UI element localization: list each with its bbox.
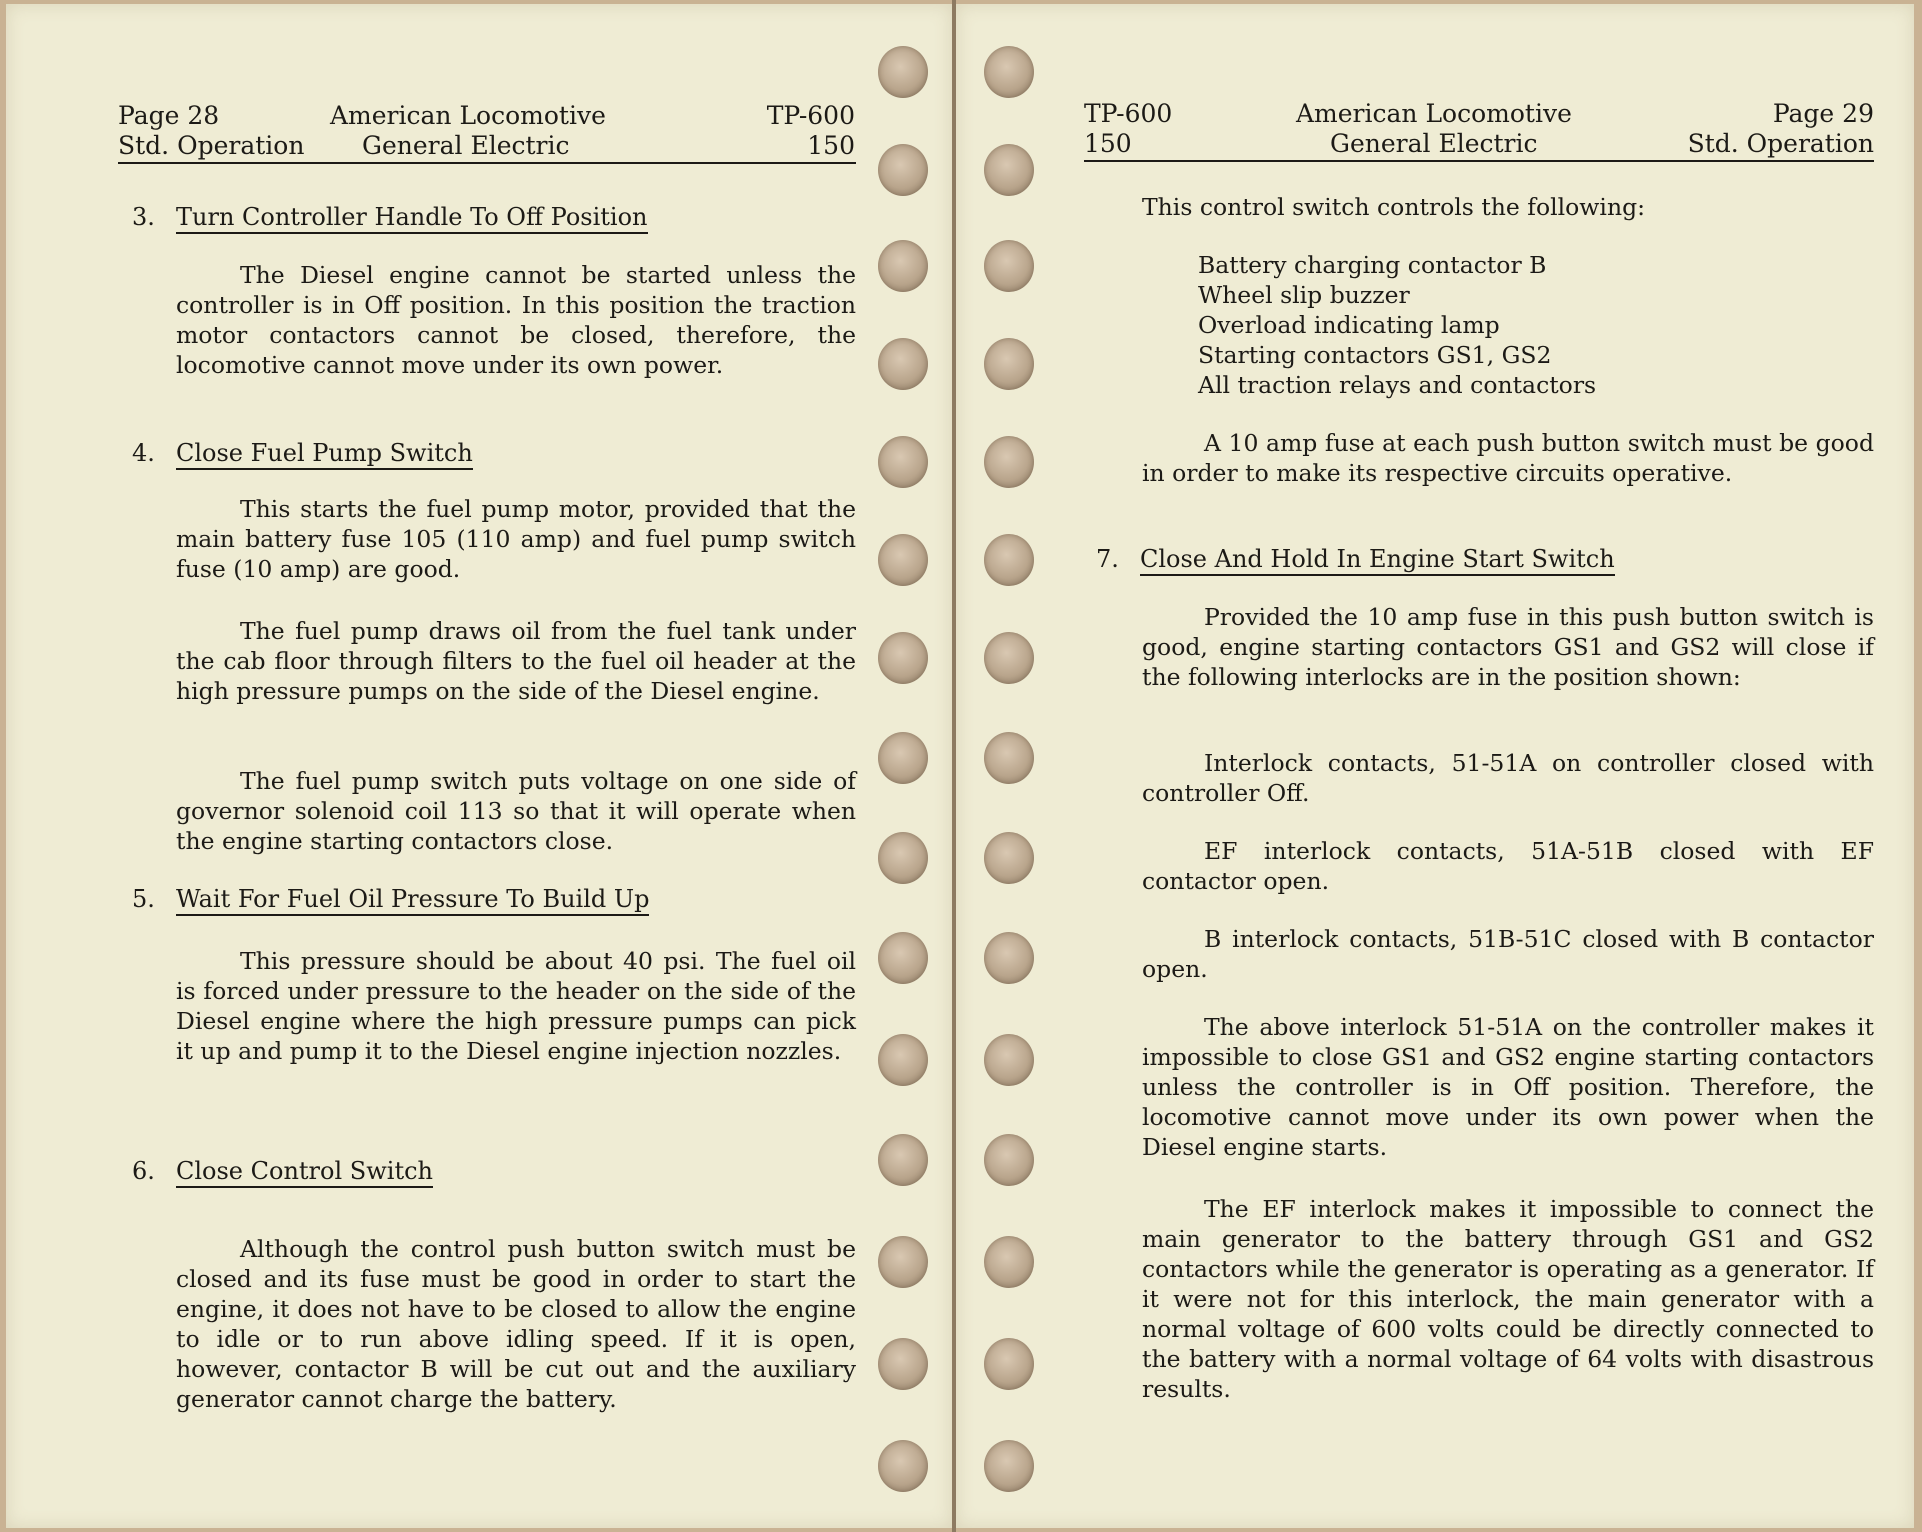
binder-hole (878, 1034, 928, 1086)
right-company-line1: American Locomotive (1296, 99, 1572, 128)
step-6-heading (132, 1156, 433, 1186)
binder-hole (878, 240, 928, 292)
left-doc-subcode: 150 (807, 131, 855, 160)
interlock-b-text: B interlock contacts, 51B-51C closed with B contactor open. (1142, 925, 1874, 983)
binder-hole (878, 436, 928, 488)
binder-hole (984, 1236, 1034, 1288)
binder-hole (984, 1134, 1034, 1186)
binder-hole (984, 144, 1034, 196)
step-5-number: 5. (132, 885, 155, 913)
left-header-rule (118, 162, 856, 164)
step-4-heading (132, 438, 473, 468)
ef-interlock-explanation: The EF interlock makes it impossible to connect the main generator to the battery through GS1 and GS2 contactors while the generator is operating as a generator. If it were not for this interlock, the main generator with a normal voltage of 600 volts could be directly connected to the battery with a normal voltage of 64 volts with disastrous results. (1142, 1195, 1874, 1403)
step-4-number: 4. (132, 439, 155, 467)
binder-hole (984, 632, 1034, 684)
binder-hole (984, 1338, 1034, 1390)
binder-hole (878, 338, 928, 390)
left-doc-code: TP-600 (766, 101, 855, 130)
binder-hole (878, 46, 928, 98)
binder-hole (878, 1134, 928, 1186)
list-item: Wheel slip buzzer (1198, 281, 1410, 309)
right-page (956, 4, 1914, 1528)
interlock-ef-text: EF interlock contacts, 51A-51B closed with EF contactor open. (1142, 837, 1874, 895)
binder-hole (984, 732, 1034, 784)
binder-hole (984, 832, 1034, 884)
right-section-label: Std. Operation (1687, 129, 1874, 158)
interlock-controller-text: Interlock contacts, 51-51A on controller closed with controller Off. (1142, 749, 1874, 807)
step-5-paragraph: This pressure should be about 40 psi. The fuel oil is forced under pressure to the header on the side of the Diesel engine where the high pressure pumps can pick it up and pump it to the Diesel engine injection nozzles. (176, 947, 856, 1065)
binder-hole (984, 534, 1034, 586)
binder-hole (984, 240, 1034, 292)
left-company-line1: American Locomotive (330, 101, 606, 130)
binder-hole (878, 632, 928, 684)
binder-hole (878, 732, 928, 784)
controls-intro: This control switch controls the following: (1142, 193, 1646, 221)
list-item: Starting contactors GS1, GS2 (1198, 341, 1552, 369)
binder-hole (984, 1034, 1034, 1086)
step-7-paragraph-1: Provided the 10 amp fuse in this push button switch is good, engine starting contactors GS1 and GS2 will close if the following interlocks are in the position shown: (1142, 603, 1874, 691)
right-header-rule (1084, 160, 1874, 162)
binder-hole (878, 144, 928, 196)
step-3-number: 3. (132, 203, 155, 231)
step-6-number: 6. (132, 1157, 155, 1185)
step-3-title: Turn Controller Handle To Off Position (176, 203, 648, 234)
step-4-paragraph-2: The fuel pump draws oil from the fuel tank under the cab floor through filters to the fuel oil header at the high pressure pumps on the side of the Diesel engine. (176, 617, 856, 705)
right-page-number: Page 29 (1772, 99, 1874, 128)
binder-hole (878, 832, 928, 884)
binder-hole (878, 534, 928, 586)
step-5-heading (132, 884, 649, 914)
step-6-paragraph: Although the control push button switch must be closed and its fuse must be good in order to start the engine, it does not have to be closed to allow the engine to idle or to run above idling speed. If it is open, however, contactor B will be cut out and the auxiliary generator cannot charge the battery. (176, 1235, 856, 1413)
list-item: Overload indicating lamp (1198, 311, 1500, 339)
step-4-paragraph-1: This starts the fuel pump motor, provided that the main battery fuse 105 (110 amp) and fuel pump switch fuse (10 amp) are good. (176, 495, 856, 583)
left-company-line2: General Electric (362, 131, 570, 160)
step-7-title: Close And Hold In Engine Start Switch (1140, 545, 1615, 576)
step-3-heading (132, 202, 648, 232)
step-7-heading (1096, 544, 1615, 574)
binder-hole (878, 932, 928, 984)
binder-hole (878, 1236, 928, 1288)
binder-hole (984, 1440, 1034, 1492)
left-page-number: Page 28 (118, 101, 220, 130)
left-page (6, 4, 952, 1528)
list-item: Battery charging contactor B (1198, 251, 1547, 279)
binder-hole (878, 1440, 928, 1492)
interlock-explanation: The above interlock 51-51A on the controller makes it impossible to close GS1 and GS2 engine starting contactors unless the controller is in Off position. Therefore, the locomotive cannot move under its own power when the Diesel engine starts. (1142, 1013, 1874, 1161)
controls-list (1198, 250, 1596, 400)
right-doc-code: TP-600 (1084, 99, 1173, 128)
binder-hole (984, 338, 1034, 390)
binder-hole (984, 932, 1034, 984)
left-section-label: Std. Operation (118, 131, 305, 160)
step-3-paragraph: The Diesel engine cannot be started unless the controller is in Off position. In this position the traction motor contactors cannot be closed, therefore, the locomotive cannot move under its own power. (176, 261, 856, 379)
step-7-number: 7. (1096, 545, 1119, 573)
step-5-title: Wait For Fuel Oil Pressure To Build Up (176, 885, 649, 916)
step-4-paragraph-3: The fuel pump switch puts voltage on one side of governor solenoid coil 113 so that it will operate when the engine starting contactors close. (176, 767, 856, 855)
binder-hole (984, 46, 1034, 98)
list-item: All traction relays and contactors (1198, 371, 1597, 399)
fuse-note: A 10 amp fuse at each push button switch must be good in order to make its respective circuits operative. (1142, 429, 1874, 487)
right-company-line2: General Electric (1330, 129, 1538, 158)
right-doc-subcode: 150 (1084, 129, 1132, 158)
step-6-title: Close Control Switch (176, 1157, 433, 1188)
binder-hole (984, 436, 1034, 488)
binder-hole (878, 1338, 928, 1390)
step-4-title: Close Fuel Pump Switch (176, 439, 473, 470)
